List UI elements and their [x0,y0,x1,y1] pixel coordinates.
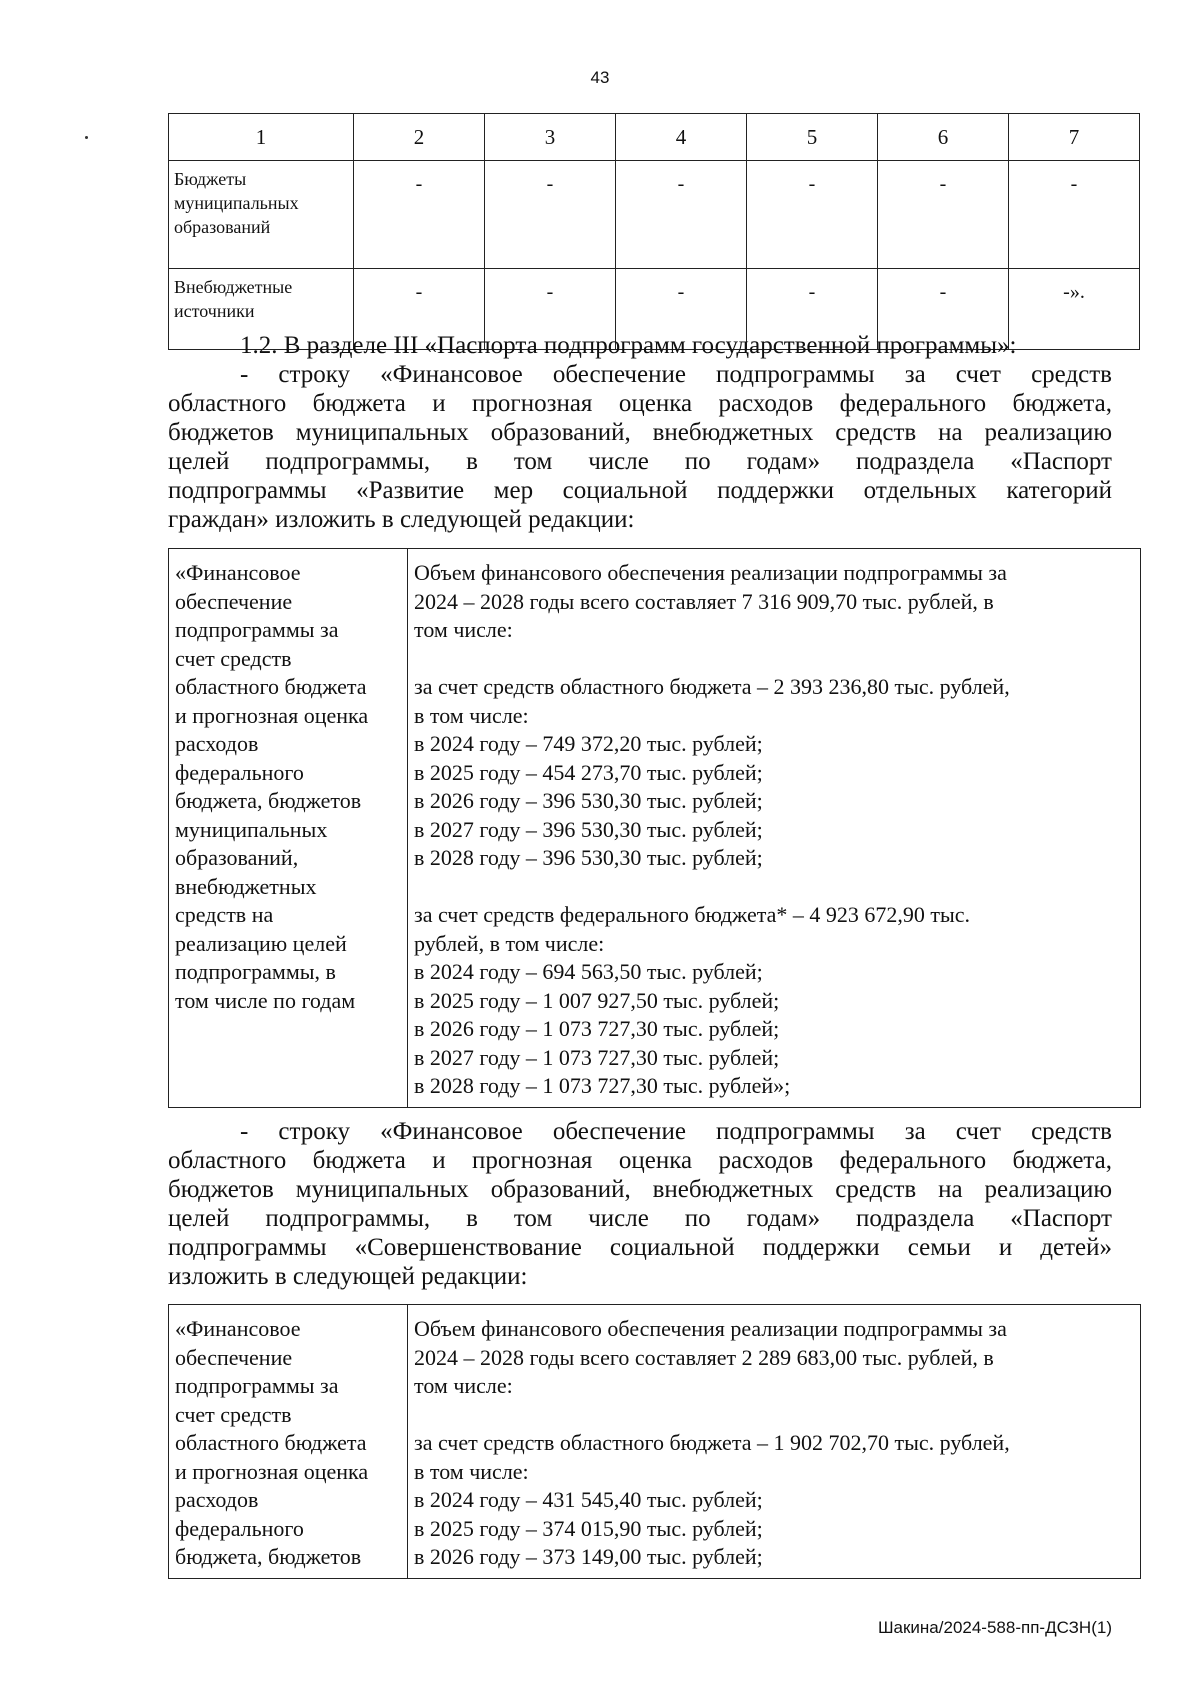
paragraph-line: - строку «Финансовое обеспечение подпрограммы за счет средств [240,361,1112,388]
finance-row-values: Объем финансового обеспечения реализации подпрограммы за 2024 – 2028 годы всего составляет 2 289 683,00 тыс. рублей, в том числе: за счет средств областного бюджета – 1 902 702,70 тыс. рублей, в том числе: в 2024 году – 431 545,40 тыс. рублей; в 2025 году – 374 015,90 тыс. рублей; в 2026 году – 373 149,00 тыс. рублей; [408,1305,1141,1579]
column-header: 6 [878,114,1009,161]
finance-row-label: «Финансовое обеспечение подпрограммы за счет средств областного бюджета и прогнозная оценка расходов федерального бюджета, бюджетов муниципальных образований, внебюджетных средств на реализацию целей подпрограммы, в том числе по годам [169,549,408,1108]
paragraph-line: областного бюджета и прогнозная оценка расходов федерального бюджета, [168,390,1112,417]
table-cell: - [878,269,1009,350]
table-cell: -». [1009,269,1140,350]
paragraph-line: 1.2. В разделе III «Паспорта подпрограмм государственной программы»: [240,332,1017,359]
section-1-2-paragraph [168,331,1112,534]
finance-row-values: Объем финансового обеспечения реализации подпрограммы за 2024 – 2028 годы всего составляет 7 316 909,70 тыс. рублей, в том числе: за счет средств областного бюджета – 2 393 236,80 тыс. рублей, в том числе: в 2024 году – 749 372,20 тыс. рублей; в 2025 году – 454 273,70 тыс. рублей; в 2026 году – 396 530,30 тыс. рублей; в 2027 году – 396 530,30 тыс. рублей; в 2028 году – 396 530,30 тыс. рублей; за счет средств федерального бюджета* – 4 923 672,90 тыс. рублей, в том числе: в 2024 году – 694 563,50 тыс. рублей; в 2025 году – 1 007 927,50 тыс. рублей; в 2026 году – 1 073 727,30 тыс. рублей; в 2027 году – 1 073 727,30 тыс. рублей; в 2028 году – 1 073 727,30 тыс. рублей»; [408,549,1141,1108]
paragraph-line: граждан» изложить в следующей редакции: [168,506,635,533]
continuation-table [168,113,1140,350]
column-header: 2 [354,114,485,161]
paragraph-line: изложить в следующей редакции: [168,1263,528,1290]
table-cell: - [616,269,747,350]
table-row [169,1305,1141,1579]
table-cell: - [1009,161,1140,269]
paragraph-line: бюджетов муниципальных образований, внебюджетных средств на реализацию [168,1176,1112,1203]
table-cell: - [485,161,616,269]
column-header: 4 [616,114,747,161]
column-header: 7 [1009,114,1140,161]
table-cell: - [747,269,878,350]
page-number: 43 [590,68,610,87]
scan-dot [85,136,88,139]
finance-table-2 [168,1304,1141,1579]
paragraph-line: подпрограммы «Развитие мер социальной поддержки отдельных категорий [168,477,1112,504]
paragraph-line: целей подпрограммы, в том числе по годам» подраздела «Паспорт [168,448,1112,475]
paragraph-line: бюджетов муниципальных образований, внебюджетных средств на реализацию [168,419,1112,446]
table-row [169,549,1141,1108]
table-row [169,161,1140,269]
table-cell: - [354,269,485,350]
paragraph-line: целей подпрограммы, в том числе по годам» подраздела «Паспорт [168,1205,1112,1232]
table-cell: - [878,161,1009,269]
footer-document-code: Шакина/2024-588-пп-ДСЗН(1) [877,1618,1112,1637]
table-cell: - [485,269,616,350]
finance-row-label: «Финансовое обеспечение подпрограммы за счет средств областного бюджета и прогнозная оценка расходов федерального бюджета, бюджетов [169,1305,408,1579]
section-2-paragraph [168,1117,1112,1291]
row-label: Бюджеты муниципальных образований [169,161,354,269]
table-cell: - [354,161,485,269]
paragraph-line: - строку «Финансовое обеспечение подпрограммы за счет средств [240,1118,1112,1145]
paragraph-line: подпрограммы «Совершенствование социальной поддержки семьи и детей» [168,1234,1112,1261]
paragraph-line: областного бюджета и прогнозная оценка расходов федерального бюджета, [168,1147,1112,1174]
table-header-row [169,114,1140,161]
table-cell: - [747,161,878,269]
column-header: 3 [485,114,616,161]
row-label: Внебюджетные источники [169,269,354,350]
column-header: 5 [747,114,878,161]
table-cell: - [616,161,747,269]
finance-table-1 [168,548,1141,1108]
column-header: 1 [169,114,354,161]
